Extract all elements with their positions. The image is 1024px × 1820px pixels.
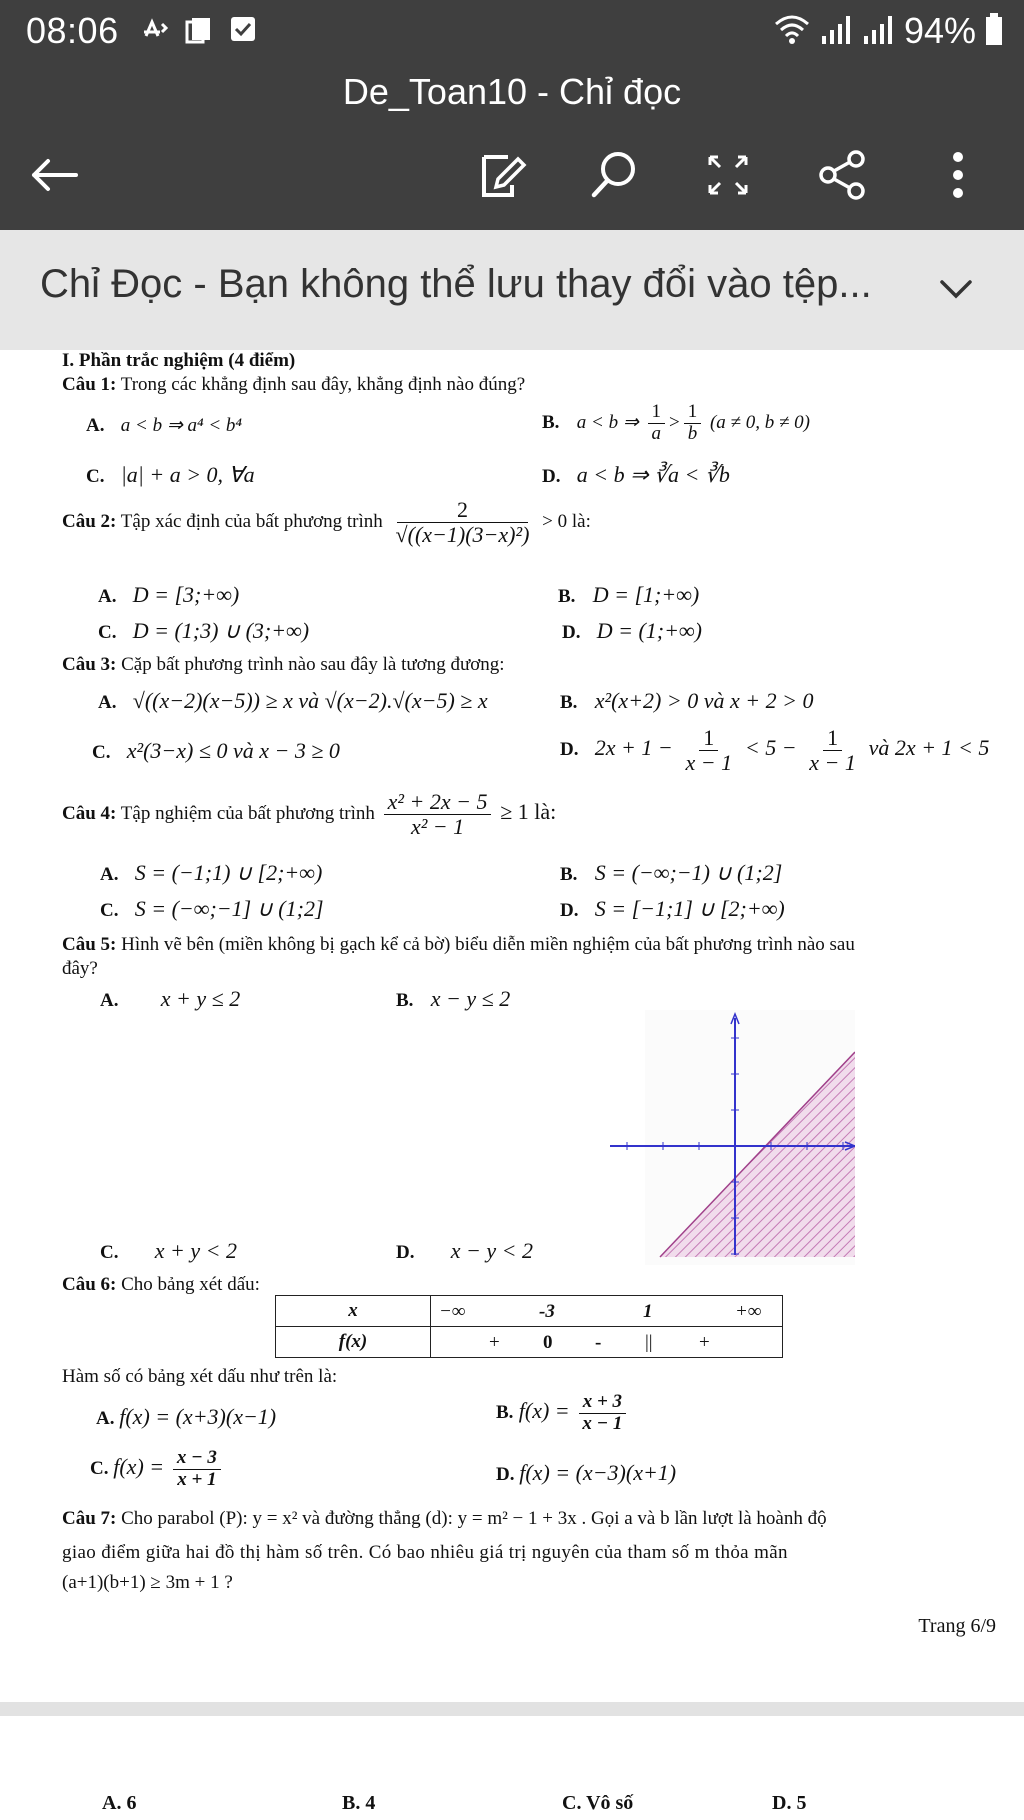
option-label: B. <box>558 586 576 607</box>
option-expr: |a| + a > 0, ∀a <box>120 462 255 487</box>
sign-value: + <box>489 1332 500 1353</box>
q2-option-a <box>98 582 239 608</box>
q4-option-a <box>100 860 322 886</box>
option-expr: x²(3−x) ≤ 0 và x − 3 ≥ 0 <box>126 738 340 763</box>
read-only-banner <box>0 230 1024 350</box>
option-expr: x − y < 2 <box>450 1238 533 1263</box>
option-label: B. <box>542 411 560 433</box>
option-expr: a < b ⇒ <box>576 411 639 433</box>
option-label: D. <box>396 1242 415 1263</box>
battery-icon <box>984 11 1004 52</box>
option-expr: D = (1;3) ∪ (3;+∞) <box>132 618 310 643</box>
fraction-numerator: x + 3 <box>579 1392 626 1414</box>
sign-table-x-header: x <box>276 1296 431 1327</box>
q5-option-c <box>100 1238 237 1264</box>
option-label: D. <box>542 466 561 487</box>
question-text: Tập xác định của bất phương trình <box>120 511 383 533</box>
fraction <box>681 726 736 775</box>
option-label: C. <box>92 742 111 763</box>
option-expr: (a ≠ 0, b ≠ 0) <box>709 411 810 433</box>
page-number: Trang 6/9 <box>918 1615 996 1637</box>
option-expr: D = [3;+∞) <box>132 582 240 607</box>
q4-option-b <box>560 860 782 886</box>
fraction: $\frac{1}{b}$ <box>684 402 702 445</box>
option-label: A. <box>100 864 119 885</box>
question-7-line-2: giao điểm giữa hai đồ thị hàm số trên. Có bao nhiêu giá trị nguyên của tham số m thỏa mãn <box>62 1542 788 1563</box>
q3-option-a <box>98 688 488 714</box>
sign-value: + <box>699 1332 710 1353</box>
page2-answer: B. 4 <box>342 1792 376 1814</box>
fraction: $\frac{1}{a}$ <box>648 402 666 445</box>
option-expr: √((x−2)(x−5)) ≥ x và √(x−2).√(x−5) ≥ x <box>132 688 488 713</box>
x-value: +∞ <box>735 1301 762 1322</box>
fraction-numerator: x² + 2x − 5 <box>384 790 492 815</box>
sign-table-sign-values <box>431 1327 783 1358</box>
signal-icon <box>820 12 854 51</box>
question-6 <box>62 1274 260 1296</box>
sign-table-fx-header: f(x) <box>276 1327 431 1358</box>
page-separator <box>0 1702 1024 1716</box>
question-text: Cho parabol (P): y = x² và đường thẳng (d): y = m² − 1 + 3x . Gọi a và b lần lượt là hoành độ <box>121 1508 827 1529</box>
more-icon[interactable] <box>926 143 990 207</box>
back-arrow-icon[interactable] <box>22 143 86 207</box>
question-tail: ≥ 1 là: <box>500 799 557 825</box>
q1-option-b: B. a < b ⇒ $\frac{1}{a}$ > $\frac{1}{b}$ (a ≠ 0, b ≠ 0) <box>542 401 810 444</box>
question-tail: > 0 là: <box>542 511 591 533</box>
option-expr: a < b ⇒ ∛a < ∛b <box>576 462 730 487</box>
option-expr: x − y ≤ 2 <box>430 986 511 1011</box>
option-expr: < 5 − <box>744 735 797 761</box>
option-label: B. <box>496 1401 514 1423</box>
question-label: Câu 2: <box>62 511 117 533</box>
option-expr: f(x) = (x−3)(x+1) <box>519 1460 677 1485</box>
q2-option-b <box>558 582 699 608</box>
option-label: D. <box>496 1464 515 1485</box>
x-value: 1 <box>643 1301 653 1322</box>
question-1 <box>62 374 525 396</box>
document-page <box>0 350 1024 1705</box>
q5-option-a <box>100 986 240 1012</box>
fraction-denominator: x + 1 <box>177 1468 217 1490</box>
q1-option-d <box>542 462 730 488</box>
fraction-numerator: 1 <box>699 726 718 751</box>
fraction-denominator: √((x−1)(3−x)²) <box>395 522 530 548</box>
q4-option-d <box>560 896 785 922</box>
section-heading: I. Phần trắc nghiệm (4 điểm) <box>62 350 296 371</box>
q3-option-c <box>92 738 340 764</box>
cards-icon <box>184 14 214 49</box>
question-5-cont: đây? <box>62 958 98 979</box>
question-label: Câu 6: <box>62 1274 117 1295</box>
option-expr: D = [1;+∞) <box>592 582 700 607</box>
q6-option-c <box>90 1448 225 1491</box>
document-page-2 <box>0 1716 1024 1820</box>
x-value: -3 <box>539 1301 555 1322</box>
fraction-denominator: x − 1 <box>809 750 856 776</box>
page2-answer: D. 5 <box>772 1792 807 1814</box>
page2-answer: A. 6 <box>102 1792 137 1814</box>
option-label: D. <box>562 622 581 643</box>
fraction-numerator: x − 3 <box>173 1448 221 1470</box>
question-text: Hình vẽ bên (miền không bị gạch kể cả bờ) biểu diễn miền nghiệm của bất phương trình nào sau <box>121 934 855 955</box>
option-label: A. <box>86 415 105 436</box>
question-text: Cặp bất phương trình nào sau đây là tương đương: <box>121 654 505 675</box>
option-label: C. <box>100 1242 119 1263</box>
q1-option-a <box>86 414 242 437</box>
q5-graph <box>605 1010 855 1265</box>
fraction-numerator: 2 <box>397 498 528 523</box>
q6-option-b <box>496 1392 630 1435</box>
status-icons-left <box>140 14 258 49</box>
status-icons-right <box>772 10 1004 52</box>
fullscreen-icon[interactable] <box>696 143 760 207</box>
option-label: B. <box>396 990 414 1011</box>
status-bar <box>0 0 1024 62</box>
option-label: B. <box>560 692 578 713</box>
question-text: Trong các khẳng định sau đây, khẳng định nào đúng? <box>120 374 526 395</box>
question-3 <box>62 654 505 676</box>
toolbar <box>0 135 1024 215</box>
question-label: Câu 1: <box>62 374 117 395</box>
question-text: Tập nghiệm của bất phương trình <box>120 803 375 825</box>
question-label: Câu 4: <box>62 803 117 825</box>
option-expr: x²(x+2) > 0 và x + 2 > 0 <box>594 688 814 713</box>
fraction-denominator: x − 1 <box>685 750 733 776</box>
usb-icon <box>140 14 170 49</box>
option-expr: x + y ≤ 2 <box>160 986 241 1011</box>
option-expr: f(x) = <box>518 1397 570 1423</box>
option-expr: S = [−1;1] ∪ [2;+∞) <box>594 896 785 921</box>
x-value: −∞ <box>439 1301 466 1322</box>
banner-text: Chỉ Đọc - Bạn không thể lưu thay đổi vào tệp... <box>40 262 872 306</box>
q2-option-d <box>562 618 702 644</box>
option-label: D. <box>560 739 579 761</box>
search-icon[interactable] <box>582 143 646 207</box>
sign-value: || <box>645 1332 653 1353</box>
q3-option-b <box>560 688 813 714</box>
app-chrome <box>0 0 1024 230</box>
sign-table <box>275 1295 783 1358</box>
q6-option-d <box>496 1460 676 1486</box>
fraction <box>173 1448 221 1491</box>
chevron-down-icon[interactable] <box>934 268 978 312</box>
fraction <box>392 498 534 547</box>
option-expr: D = (1;+∞) <box>596 618 702 643</box>
q6-option-a <box>96 1404 276 1430</box>
question-4 <box>62 790 556 839</box>
option-label: D. <box>560 900 579 921</box>
option-expr: f(x) = <box>113 1453 165 1479</box>
fraction-numerator: 1 <box>823 726 842 751</box>
option-expr: S = (−∞;−1) ∪ (1;2] <box>594 860 783 885</box>
share-icon[interactable] <box>810 143 874 207</box>
checkbox-icon <box>228 14 258 49</box>
q5-option-b <box>396 986 510 1012</box>
option-expr: 2x + 1 − <box>594 735 673 761</box>
option-label: B. <box>560 864 578 885</box>
option-expr: và 2x + 1 < 5 <box>868 735 990 761</box>
fraction <box>578 1392 626 1435</box>
option-label: A. <box>98 586 117 607</box>
question-5 <box>62 934 855 956</box>
option-label: C. <box>90 1457 109 1479</box>
fraction-denominator: x − 1 <box>582 1412 623 1434</box>
fraction <box>805 726 860 775</box>
option-label: C. <box>100 900 119 921</box>
fraction <box>384 790 492 839</box>
option-label: A. <box>100 990 119 1011</box>
status-time: 08:06 <box>26 10 119 51</box>
option-label: C. <box>86 466 105 487</box>
option-expr: f(x) = (x+3)(x−1) <box>119 1404 277 1429</box>
sign-value: - <box>595 1332 602 1353</box>
option-label: C. <box>98 622 117 643</box>
q2-option-c <box>98 618 309 644</box>
question-text: Cho bảng xét dấu: <box>121 1274 260 1295</box>
question-label: Câu 3: <box>62 654 117 675</box>
fraction-denominator: x² − 1 <box>410 814 465 840</box>
option-label: A. <box>96 1408 115 1429</box>
sign-value: 0 <box>543 1332 553 1353</box>
question-7 <box>62 1508 827 1530</box>
question-label: Câu 7: <box>62 1508 117 1529</box>
option-expr: S = (−∞;−1] ∪ (1;2] <box>134 896 324 921</box>
sign-table-x-values <box>431 1296 783 1327</box>
question-label: Câu 5: <box>62 934 117 955</box>
question-2 <box>62 498 591 547</box>
page2-answer: C. Vô số <box>562 1792 634 1814</box>
option-expr: x + y < 2 <box>154 1238 237 1263</box>
option-expr: S = (−1;1) ∪ [2;+∞) <box>134 860 323 885</box>
option-label: A. <box>98 692 117 713</box>
q4-option-c <box>100 896 324 922</box>
question-6-after: Hàm số có bảng xét dấu như trên là: <box>62 1366 338 1387</box>
wifi-icon <box>772 12 812 51</box>
q1-option-c <box>86 462 255 488</box>
q3-option-d <box>560 726 989 775</box>
edit-icon[interactable] <box>470 143 534 207</box>
question-7-line-3: (a+1)(b+1) ≥ 3m + 1 ? <box>62 1572 233 1593</box>
document-title: De_Toan10 - Chỉ đọc <box>342 71 682 112</box>
q5-option-d <box>396 1238 533 1264</box>
battery-percent: 94% <box>903 10 976 51</box>
signal-icon <box>862 12 896 51</box>
option-expr: a < b ⇒ a⁴ < b⁴ <box>120 415 243 436</box>
